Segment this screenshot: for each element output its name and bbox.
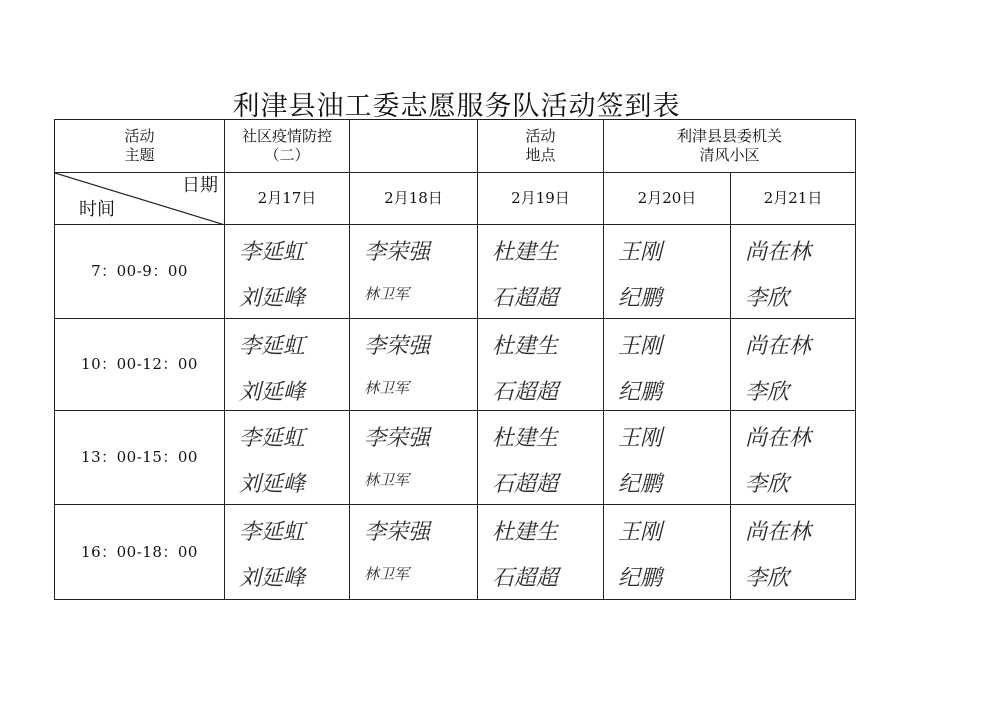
signature-cell — [604, 411, 731, 505]
date-3: 2月19日 — [478, 173, 604, 225]
signature: 李欣 — [745, 285, 790, 311]
signature: 李欣 — [745, 379, 790, 405]
signature: 尚在林 — [745, 334, 812, 359]
signature: 杜建生 — [492, 334, 559, 359]
time-slot: 13：00-15：00 — [55, 411, 225, 505]
signature: 李延虹 — [239, 240, 306, 265]
signature: 王刚 — [618, 520, 663, 545]
signature: 尚在林 — [745, 520, 812, 545]
signature-cell — [731, 225, 856, 319]
signature-cell — [604, 505, 731, 600]
signature-cell — [225, 319, 350, 411]
signature-cell — [225, 225, 350, 319]
signature-cell — [478, 505, 604, 600]
signature: 李延虹 — [239, 426, 306, 451]
signature: 刘延峰 — [239, 471, 306, 497]
signature-cell — [731, 411, 856, 505]
signature: 王刚 — [618, 240, 663, 265]
signature: 王刚 — [618, 334, 663, 359]
signature: 林卫军 — [364, 564, 410, 583]
signature: 李荣强 — [364, 426, 431, 451]
signature: 纪鹏 — [618, 471, 663, 497]
date-header-label: 日期 — [182, 175, 218, 196]
signature-cell — [350, 505, 478, 600]
signature-cell — [478, 225, 604, 319]
signature: 石超超 — [492, 471, 559, 497]
signature: 王刚 — [618, 426, 663, 451]
signature: 尚在林 — [745, 426, 812, 451]
date-2: 2月18日 — [350, 173, 478, 225]
time-slot-row — [55, 505, 856, 600]
date-4: 2月20日 — [604, 173, 731, 225]
time-header-label: 时间 — [79, 198, 115, 220]
signature: 刘延峰 — [239, 565, 306, 591]
date-row — [55, 173, 856, 225]
signature-cell — [604, 319, 731, 411]
signature-cell — [225, 411, 350, 505]
signature-cell — [225, 505, 350, 600]
date-1: 2月17日 — [225, 173, 350, 225]
signature: 杜建生 — [492, 520, 559, 545]
signature-cell — [350, 319, 478, 411]
sign-in-table — [54, 119, 856, 600]
signature: 刘延峰 — [239, 379, 306, 405]
signature: 李欣 — [745, 565, 790, 591]
time-slot-row — [55, 411, 856, 505]
signature: 刘延峰 — [239, 285, 306, 311]
signature: 纪鹏 — [618, 285, 663, 311]
date-5: 2月21日 — [731, 173, 856, 225]
signature: 纪鹏 — [618, 565, 663, 591]
signature-cell — [731, 505, 856, 600]
signature: 石超超 — [492, 379, 559, 405]
signature-cell — [478, 411, 604, 505]
page-title: 利津县油工委志愿服务队活动签到表 — [232, 91, 681, 122]
header-row — [55, 120, 856, 173]
signature: 李荣强 — [364, 520, 431, 545]
signature: 杜建生 — [492, 240, 559, 265]
signature: 李延虹 — [239, 520, 306, 545]
signature: 杜建生 — [492, 426, 559, 451]
signature-cell — [350, 411, 478, 505]
location-value: 利津县县委机关 清风小区 — [604, 120, 856, 173]
corner-cell — [55, 173, 225, 225]
time-slot: 7：00-9：00 — [55, 225, 225, 319]
signature: 林卫军 — [364, 378, 410, 397]
signature: 李欣 — [745, 471, 790, 497]
signature: 林卫军 — [364, 284, 410, 303]
signature-cell — [731, 319, 856, 411]
blank-cell — [350, 120, 478, 173]
signature: 林卫军 — [364, 470, 410, 489]
time-slot: 16：00-18：00 — [55, 505, 225, 600]
signature: 李荣强 — [364, 334, 431, 359]
signature: 李荣强 — [364, 240, 431, 265]
time-slot-row — [55, 225, 856, 319]
signature: 石超超 — [492, 285, 559, 311]
theme-label: 活动 主题 — [55, 120, 225, 173]
time-slot: 10：00-12：00 — [55, 319, 225, 411]
theme-value: 社区疫情防控 （二） — [225, 120, 350, 173]
signature-cell — [604, 225, 731, 319]
signature-cell — [478, 319, 604, 411]
location-label: 活动 地点 — [478, 120, 604, 173]
signature: 纪鹏 — [618, 379, 663, 405]
time-slot-row — [55, 319, 856, 411]
signature: 石超超 — [492, 565, 559, 591]
signature: 李延虹 — [239, 334, 306, 359]
signature: 尚在林 — [745, 240, 812, 265]
signature-cell — [350, 225, 478, 319]
